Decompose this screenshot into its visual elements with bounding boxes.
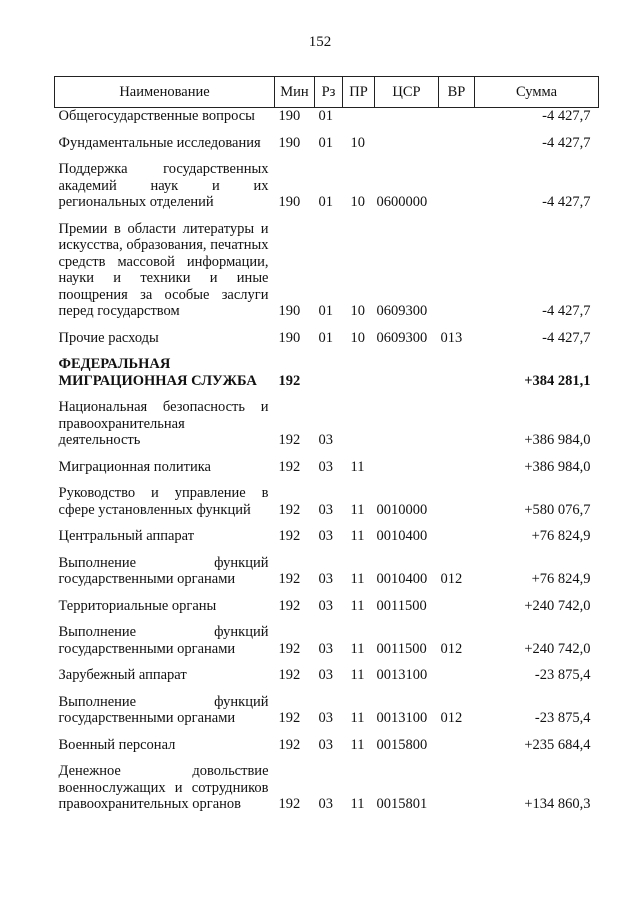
row-min: 192: [278, 640, 301, 657]
row-sum: +240 742,0: [524, 640, 591, 657]
row-name: Общегосударственные вопросы: [58, 108, 255, 124]
table-row: [55, 108, 599, 129]
row-name: Зарубежный аппарат: [58, 667, 187, 683]
row-rz: 03: [318, 796, 333, 812]
table-row: [55, 350, 599, 393]
row-min: 192: [278, 736, 301, 753]
row-pr: 11: [350, 571, 365, 587]
header-sum: Сумма: [475, 77, 599, 108]
row-pr: 10: [350, 134, 365, 151]
row-rz: [315, 350, 343, 393]
row-sum: +76 824,9: [531, 528, 591, 544]
row-rz: 03: [318, 432, 333, 448]
row-rz: 03: [318, 571, 333, 587]
row-vr: 012: [440, 571, 463, 587]
row-name: Военный персонал: [58, 736, 176, 753]
row-min: 192: [278, 458, 301, 475]
row-min: 192: [278, 372, 301, 389]
row-name: Выполнение функций государственными органами: [58, 693, 269, 726]
table-row: [55, 522, 599, 549]
row-min: 192: [278, 796, 301, 812]
row-vr: [439, 757, 475, 817]
row-sum: -4 427,7: [542, 194, 591, 210]
row-sum: -4 427,7: [542, 108, 591, 124]
row-name: Выполнение функций государственными органами: [58, 554, 269, 587]
row-csr: 0609300: [376, 303, 428, 319]
row-csr: 0011500: [376, 640, 427, 657]
row-rz: 03: [318, 458, 333, 475]
row-vr: [439, 129, 475, 156]
row-min: 190: [278, 194, 301, 210]
row-csr: [375, 129, 439, 156]
table-header-row: [55, 77, 599, 108]
row-name: Территориальные органы: [58, 597, 217, 614]
table-row: [55, 618, 599, 661]
row-min: 192: [278, 710, 301, 726]
row-min: 190: [278, 303, 301, 319]
row-vr: [439, 522, 475, 549]
row-sum: -4 427,7: [542, 134, 591, 151]
row-pr: [343, 108, 375, 129]
row-rz: 03: [318, 640, 333, 657]
row-vr: 012: [440, 710, 463, 726]
row-sum: +240 742,0: [524, 597, 591, 614]
header-rz: Рз: [315, 77, 343, 108]
header-min: Мин: [275, 77, 315, 108]
row-sum: +386 984,0: [524, 458, 591, 475]
row-pr: 11: [350, 667, 365, 683]
row-csr: 0013100: [376, 667, 428, 683]
row-min: 190: [278, 329, 301, 346]
row-rz: 03: [318, 501, 333, 518]
row-min: 192: [278, 432, 301, 448]
row-vr: [439, 479, 475, 522]
row-name: Прочие расходы: [58, 329, 159, 346]
row-rz: 01: [318, 134, 333, 151]
table-row: [55, 324, 599, 351]
row-sum: +235 684,4: [524, 736, 591, 753]
row-csr: [375, 453, 439, 480]
row-min: 192: [278, 501, 301, 518]
row-csr: 0010400: [376, 528, 428, 544]
row-sum: -4 427,7: [542, 329, 591, 346]
row-rz: 03: [318, 667, 333, 683]
row-sum: +386 984,0: [524, 432, 591, 448]
row-vr: [439, 393, 475, 453]
row-csr: 0609300: [376, 329, 428, 346]
header-name: Наименование: [55, 77, 275, 108]
budget-table: [54, 76, 599, 817]
row-min: 192: [278, 528, 301, 544]
row-sum: +134 860,3: [524, 796, 591, 812]
table-row: [55, 731, 599, 758]
row-rz: 01: [318, 329, 333, 346]
row-name: Премии в области литературы и искусства, образования, печатных средств массовой информации, науки и техники и иные поощрения за особые заслуги перед государством: [58, 220, 269, 319]
row-csr: [375, 350, 439, 393]
row-csr: 0015801: [376, 796, 428, 812]
row-pr: 11: [350, 736, 365, 753]
table-row: [55, 592, 599, 619]
row-min: 192: [278, 597, 301, 614]
row-min: 192: [278, 667, 301, 683]
row-csr: [375, 393, 439, 453]
row-vr: [439, 592, 475, 619]
row-pr: 10: [350, 329, 365, 346]
row-name: Миграционная политика: [58, 458, 211, 475]
row-vr: 012: [440, 640, 463, 657]
row-pr: 11: [350, 528, 365, 544]
header-pr: ПР: [343, 77, 375, 108]
row-pr: [343, 350, 375, 393]
row-sum: -4 427,7: [542, 303, 591, 319]
row-rz: 03: [318, 597, 333, 614]
row-csr: 0010000: [376, 501, 428, 518]
row-pr: 11: [350, 501, 365, 518]
table-row: [55, 453, 599, 480]
page-number: 152: [308, 34, 332, 50]
row-sum: +580 076,7: [524, 501, 591, 518]
row-vr: [439, 661, 475, 688]
row-name: Руководство и управление в сфере установленных функций: [58, 485, 269, 518]
row-vr: [439, 731, 475, 758]
row-vr: [439, 215, 475, 324]
row-rz: 03: [318, 528, 333, 544]
table-row: [55, 393, 599, 453]
row-name: Фундаментальные исследования: [58, 134, 261, 151]
row-csr: 0013100: [376, 710, 428, 726]
row-pr: 11: [350, 640, 365, 657]
row-name: Поддержка государственных академий наук и их региональных отделений: [58, 161, 269, 210]
row-pr: [343, 393, 375, 453]
row-sum: +76 824,9: [531, 571, 591, 587]
row-pr: 11: [350, 597, 365, 614]
row-rz: 01: [318, 194, 333, 210]
row-csr: 0010400: [376, 571, 428, 587]
row-min: 190: [278, 134, 301, 151]
table-row: [55, 757, 599, 817]
row-csr: 0015800: [376, 736, 428, 753]
table-row: [55, 549, 599, 592]
row-rz: 01: [318, 108, 333, 124]
row-sum: -23 875,4: [534, 667, 591, 683]
row-pr: 11: [350, 458, 365, 475]
header-csr: ЦСР: [375, 77, 439, 108]
table-row: [55, 215, 599, 324]
row-rz: 03: [318, 710, 333, 726]
row-vr: [439, 108, 475, 129]
row-pr: 10: [350, 303, 365, 319]
row-name: Выполнение функций государственными органами: [58, 624, 269, 657]
row-vr: [439, 155, 475, 215]
row-pr: 10: [350, 194, 365, 210]
row-vr: [439, 453, 475, 480]
row-rz: 03: [318, 736, 333, 753]
row-min: 190: [278, 108, 301, 124]
row-name: ФЕДЕРАЛЬНАЯ МИГРАЦИОННАЯ СЛУЖБА: [58, 356, 257, 389]
table-row: [55, 661, 599, 688]
row-sum: -23 875,4: [534, 710, 591, 726]
table-row: [55, 479, 599, 522]
row-name: Денежное довольствие военнослужащих и сотрудников правоохранительных органов: [58, 763, 269, 812]
row-csr: 0011500: [376, 597, 427, 614]
table-row: [55, 688, 599, 731]
row-csr: 0600000: [376, 194, 428, 210]
row-csr: [375, 108, 439, 129]
row-name: Национальная безопасность и правоохранительная деятельность: [58, 399, 269, 448]
table-row: [55, 155, 599, 215]
row-name: Центральный аппарат: [58, 528, 195, 544]
row-min: 192: [278, 571, 301, 587]
table-row: [55, 129, 599, 156]
row-pr: 11: [350, 796, 365, 812]
row-vr: 013: [440, 329, 463, 346]
header-vr: ВР: [439, 77, 475, 108]
row-vr: [439, 350, 475, 393]
row-pr: 11: [350, 710, 365, 726]
row-rz: 01: [318, 303, 333, 319]
row-sum: +384 281,1: [524, 372, 591, 389]
